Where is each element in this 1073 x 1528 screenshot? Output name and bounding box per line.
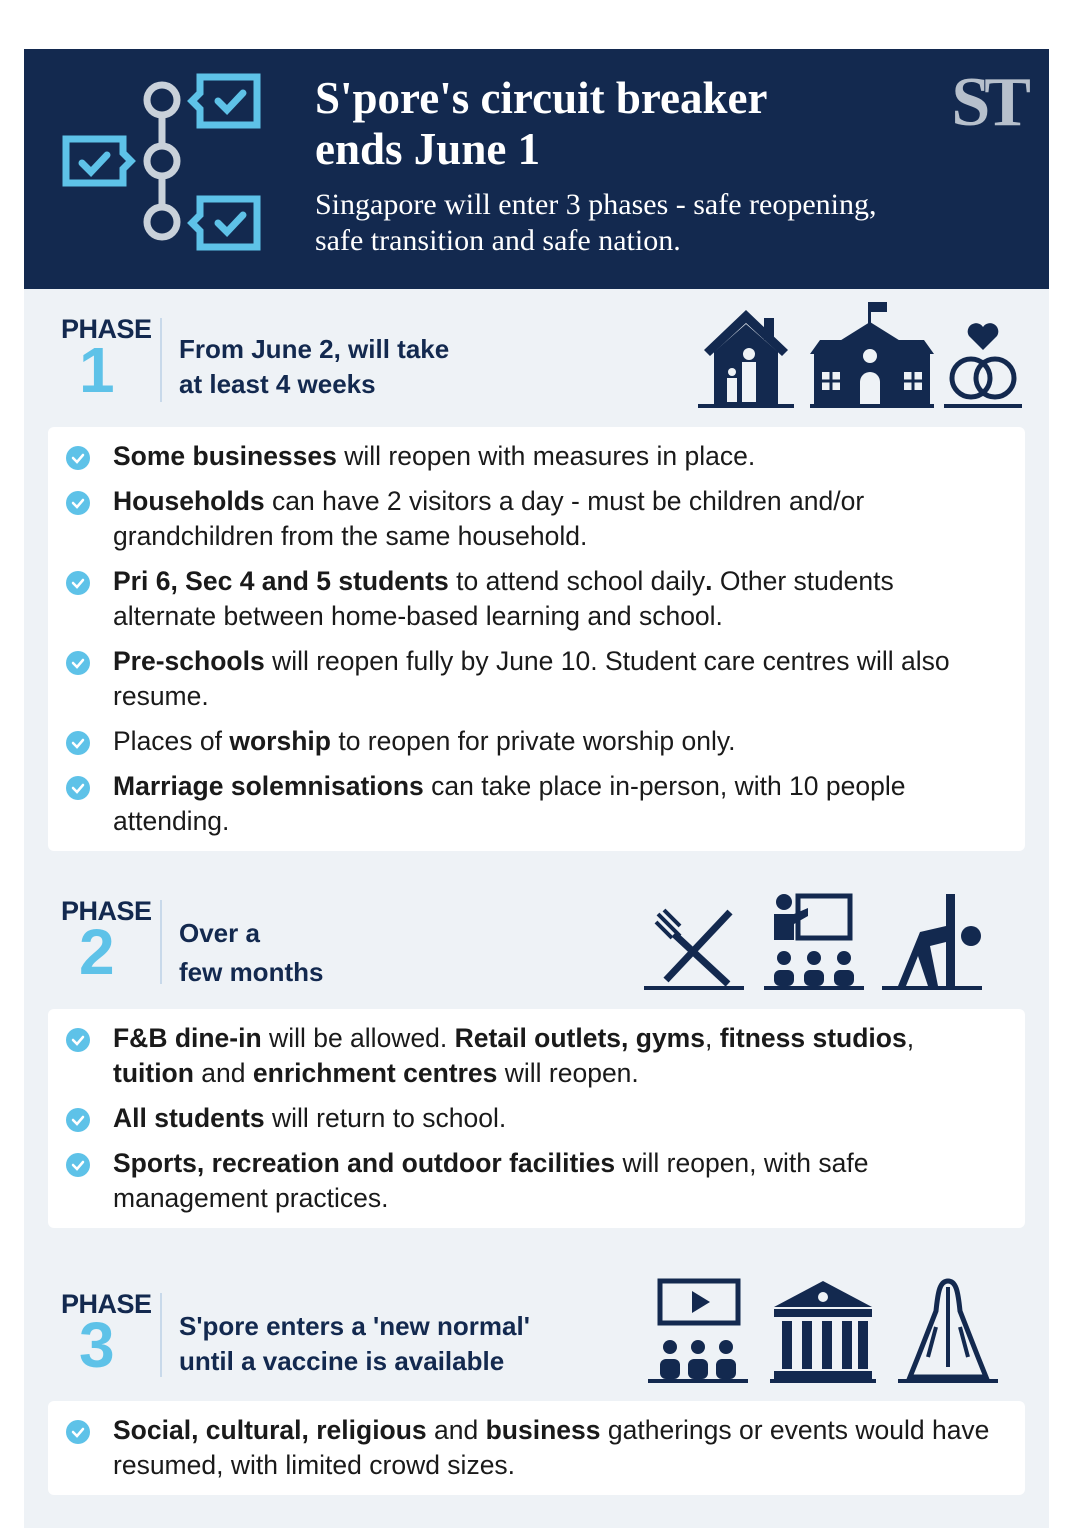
bold-text: All students: [113, 1103, 265, 1133]
check-circle-icon: [66, 491, 90, 515]
bold-text: fitness studios: [719, 1023, 907, 1053]
bold-text: Social, cultural, religious: [113, 1415, 427, 1445]
check-circle-icon: [66, 731, 90, 755]
phase-timing: few months: [179, 957, 324, 987]
text: and: [193, 1058, 253, 1088]
check-circle-icon: [66, 776, 90, 800]
school-icon: [810, 302, 934, 410]
bold-text: business: [485, 1415, 601, 1445]
text: will return to school.: [264, 1103, 507, 1133]
phase-label: PHASE: [61, 896, 152, 926]
phase-label: PHASE: [61, 1289, 152, 1319]
check-circle-icon: [66, 1028, 90, 1052]
phase-timing: at least 4 weeks: [179, 369, 376, 399]
list-item: [88, 1021, 995, 1091]
list-item: [88, 1101, 995, 1136]
text: will reopen.: [497, 1058, 639, 1088]
praying-hands-icon: [898, 1277, 998, 1385]
bold-text: Some businesses: [113, 441, 337, 471]
check-circle-icon: [66, 446, 90, 470]
check-circle-icon: [66, 1108, 90, 1132]
bold-text: Pre-schools: [113, 646, 265, 676]
list-item: [88, 769, 995, 839]
text: to reopen for private worship only.: [330, 726, 736, 756]
header: [24, 49, 1049, 289]
text: will reopen fully by June 10. Student care centres will also resume.: [113, 646, 950, 711]
check-circle-icon: [66, 1420, 90, 1444]
phase-timing: S'pore enters a 'new normal': [179, 1311, 530, 1341]
fitness-icon: [882, 884, 982, 992]
divider: [160, 1293, 162, 1377]
phase-timing: until a vaccine is available: [179, 1346, 505, 1376]
title-line: S'pore's circuit breaker: [315, 73, 768, 123]
bold-text: tuition: [113, 1058, 194, 1088]
text: ,: [704, 1023, 720, 1053]
phase-timing: Over a: [179, 918, 260, 948]
list-item: [88, 1413, 995, 1483]
text: gatherings or events would have resumed, with limited crowd sizes.: [113, 1415, 990, 1480]
list-item: [88, 484, 995, 554]
subtitle: [315, 187, 877, 259]
wedding-rings-icon: [944, 302, 1022, 410]
text: ,: [906, 1023, 915, 1053]
bold-text: Pri 6, Sec 4 and 5 students: [113, 566, 449, 596]
bold-text: Households: [113, 486, 265, 516]
list-item: [88, 564, 995, 634]
bold-text: Retail outlets, gyms: [454, 1023, 705, 1053]
text: will reopen with measures in place.: [336, 441, 756, 471]
text: and: [426, 1415, 486, 1445]
phase-label: PHASE: [61, 314, 152, 344]
divider: [160, 900, 162, 984]
text: Other students alternate between home-based learning and school.: [113, 566, 894, 631]
title-line: ends June 1: [315, 124, 541, 174]
st-logo: ST: [951, 64, 1025, 141]
checklist-timeline-icon: [60, 69, 270, 259]
page-title: [315, 73, 767, 175]
bold-text: Marriage solemnisations: [113, 771, 424, 801]
text: can have 2 visitors a day - must be children and/or grandchildren from the same household.: [113, 486, 865, 551]
text: can take place in-person, with 10 people attending.: [113, 771, 906, 836]
bold-text: enrichment centres: [252, 1058, 498, 1088]
text: to attend school daily: [448, 566, 706, 596]
text: Places of: [113, 726, 230, 756]
house-family-icon: [694, 302, 798, 410]
subtitle-line: Singapore will enter 3 phases - safe reopening,: [315, 188, 877, 221]
classroom-icon: [764, 884, 864, 992]
phase-number: 1: [79, 334, 115, 406]
text: will be allowed.: [261, 1023, 455, 1053]
phase-number: 2: [79, 916, 115, 988]
text: will reopen, with safe management practices.: [113, 1148, 869, 1213]
phase-2-measures: [48, 1009, 1025, 1228]
list-item: [88, 644, 995, 714]
bold-text: F&B dine-in: [113, 1023, 262, 1053]
list-item: [88, 1146, 995, 1216]
museum-icon: [770, 1277, 876, 1385]
check-circle-icon: [66, 571, 90, 595]
bold-text: Sports, recreation and outdoor facilities: [113, 1148, 616, 1178]
infographic: [24, 49, 1049, 1528]
fork-knife-icon: [644, 884, 744, 992]
bold-text: worship: [229, 726, 331, 756]
cinema-icon: [648, 1277, 748, 1385]
subtitle-line: safe transition and safe nation.: [315, 224, 681, 257]
list-item: [88, 724, 995, 759]
list-item: [88, 439, 995, 474]
bold-text: .: [705, 566, 713, 596]
phase-3-measures: [48, 1401, 1025, 1495]
phase-timing: From June 2, will take: [179, 334, 450, 364]
divider: [160, 318, 162, 402]
phase-number: 3: [79, 1309, 115, 1381]
phase-1-measures: [48, 427, 1025, 851]
check-circle-icon: [66, 651, 90, 675]
check-circle-icon: [66, 1153, 90, 1177]
